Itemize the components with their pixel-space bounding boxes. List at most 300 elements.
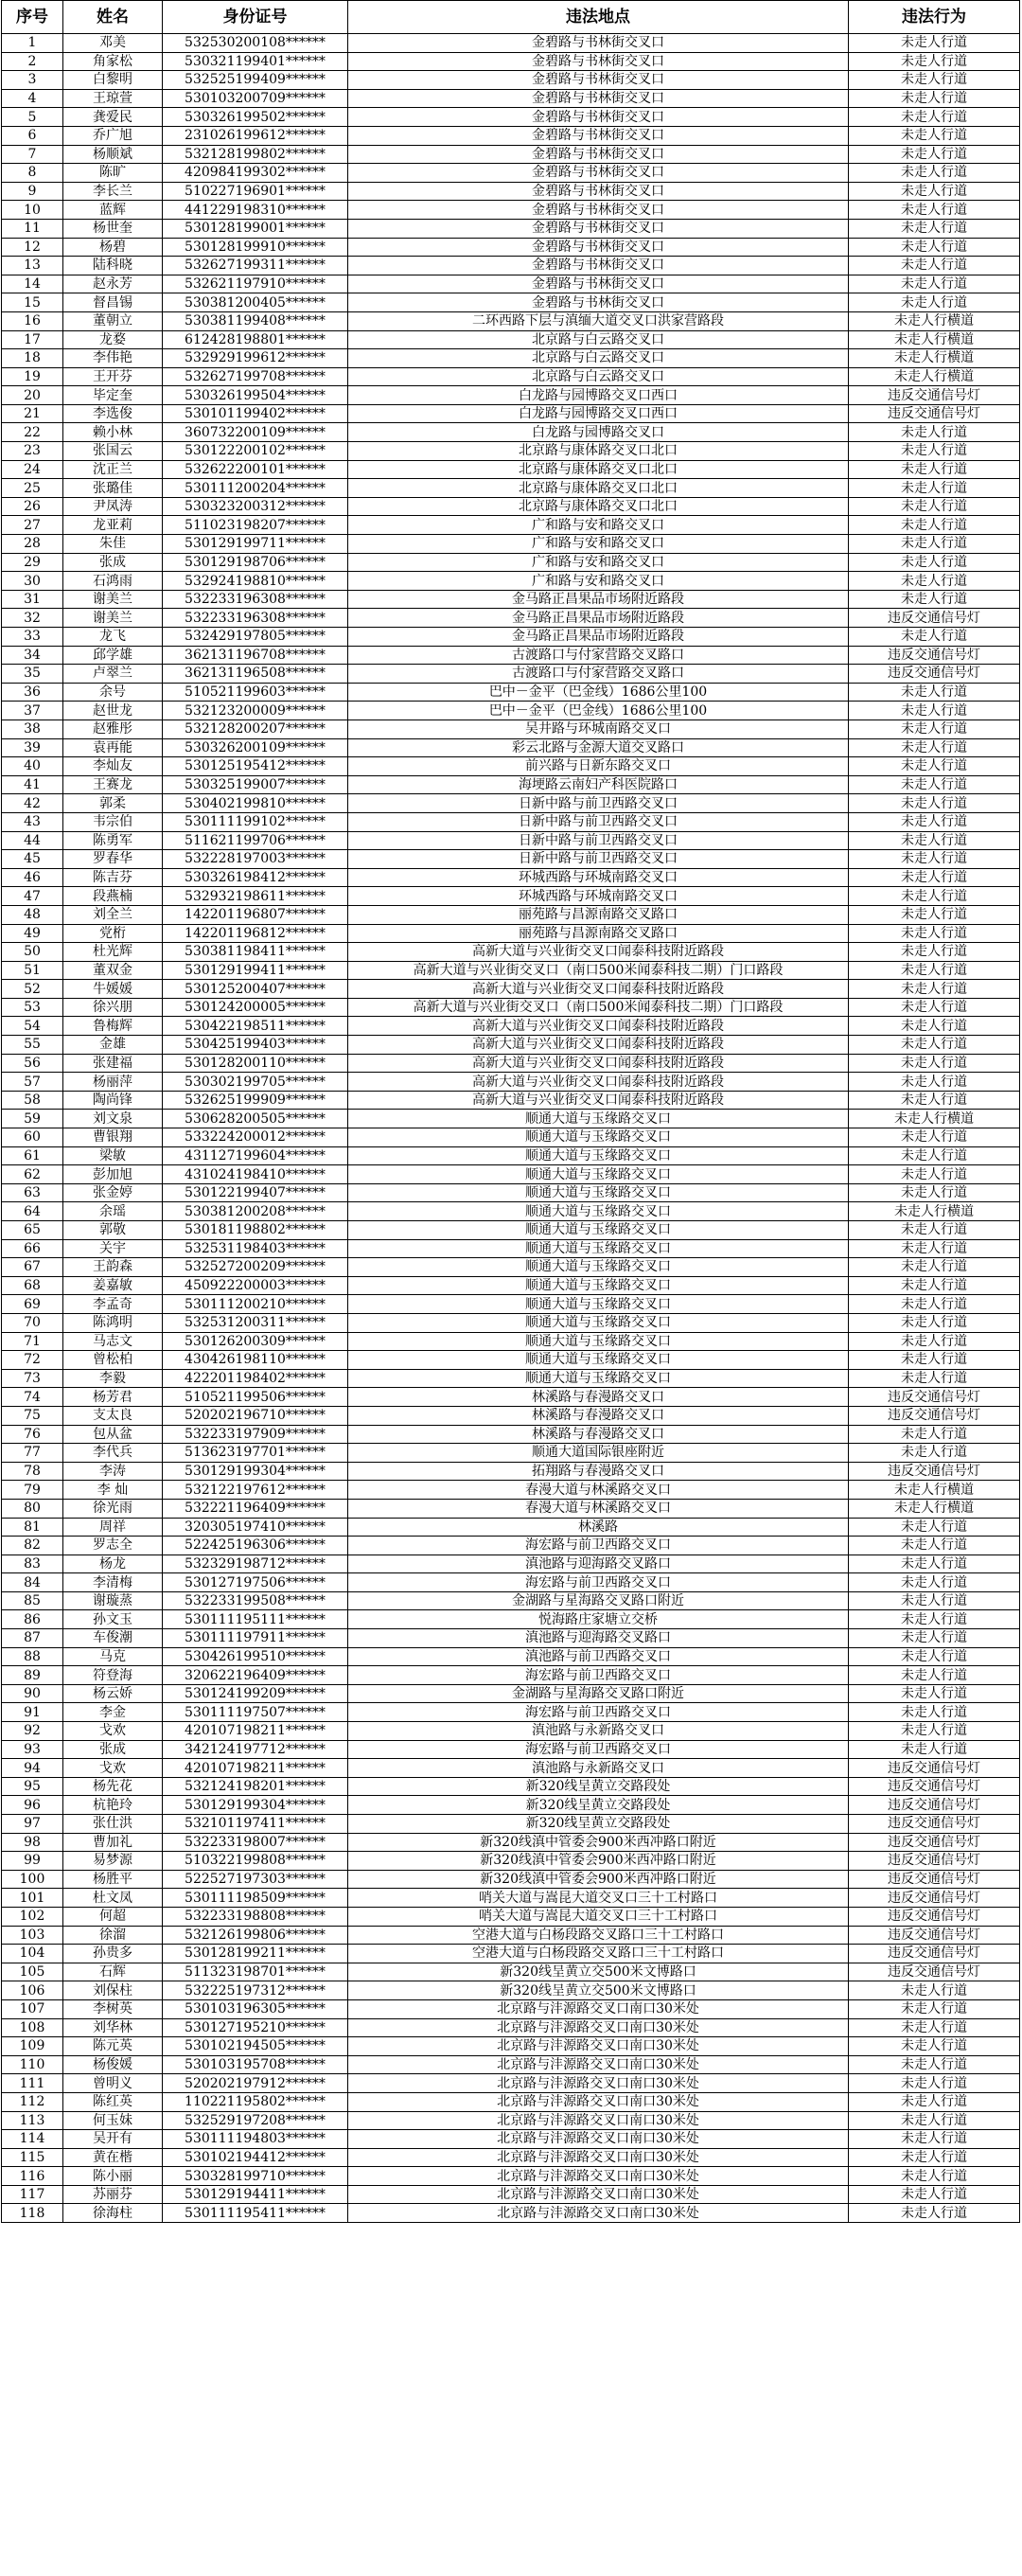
table-row: [2, 553, 1020, 572]
cell-violation: 未走人行道: [849, 1573, 1020, 1592]
cell-index: 105: [2, 1963, 63, 1981]
cell-violation: 未走人行道: [849, 572, 1020, 591]
cell-id-number: 530628200505******: [163, 1110, 348, 1128]
cell-violation: 未走人行道: [849, 1425, 1020, 1444]
cell-index: 46: [2, 868, 63, 887]
cell-name: 梁敏: [63, 1146, 163, 1165]
cell-index: 33: [2, 628, 63, 647]
cell-name: 彭加旭: [63, 1165, 163, 1184]
cell-location: 古渡路口与付家营路交叉路口: [348, 646, 849, 665]
cell-location: 滇池路与前卫西路交叉口: [348, 1647, 849, 1666]
cell-location: 古渡路口与付家营路交叉路口: [348, 665, 849, 684]
cell-name: 牛媛媛: [63, 980, 163, 999]
cell-name: 朱佳: [63, 535, 163, 554]
cell-location: 丽苑路与昌源南路交叉路口: [348, 924, 849, 943]
cell-location: 北京路与沣源路交叉口南口30米处: [348, 2167, 849, 2186]
cell-id-number: 530111194803******: [163, 2130, 348, 2149]
cell-index: 102: [2, 1907, 63, 1926]
cell-name: 余瑶: [63, 1202, 163, 1221]
cell-name: 杨先花: [63, 1777, 163, 1796]
cell-index: 111: [2, 2074, 63, 2093]
cell-name: 刘文泉: [63, 1110, 163, 1128]
cell-name: 吴开有: [63, 2130, 163, 2149]
cell-location: 悦海路庄家塘立交桥: [348, 1610, 849, 1629]
cell-index: 5: [2, 108, 63, 127]
violation-table: [1, 0, 1020, 2223]
cell-id-number: 530381198411******: [163, 943, 348, 962]
cell-index: 86: [2, 1610, 63, 1629]
cell-violation: 未走人行横道: [849, 1110, 1020, 1128]
cell-index: 25: [2, 479, 63, 498]
cell-id-number: 532233198007******: [163, 1833, 348, 1852]
cell-id-number: 530125200407******: [163, 980, 348, 999]
cell-violation: 违反交通信号灯: [849, 1833, 1020, 1852]
cell-location: 广和路与安和路交叉口: [348, 516, 849, 535]
cell-violation: 违反交通信号灯: [849, 1815, 1020, 1834]
cell-id-number: 362131196708******: [163, 646, 348, 665]
cell-index: 6: [2, 126, 63, 145]
table-row: [2, 1777, 1020, 1796]
cell-violation: 未走人行道: [849, 535, 1020, 554]
cell-name: 龙亚莉: [63, 516, 163, 535]
table-row: [2, 1183, 1020, 1202]
cell-index: 34: [2, 646, 63, 665]
table-row: [2, 89, 1020, 108]
cell-violation: 未走人行道: [849, 738, 1020, 757]
cell-name: 杜文凤: [63, 1889, 163, 1908]
cell-index: 84: [2, 1573, 63, 1592]
cell-index: 27: [2, 516, 63, 535]
table-row: [2, 1017, 1020, 1036]
cell-location: 白龙路与园博路交叉口: [348, 423, 849, 442]
cell-violation: 未走人行道: [849, 1239, 1020, 1258]
table-row: [2, 1815, 1020, 1834]
cell-violation: 未走人行道: [849, 2167, 1020, 2186]
table-row: [2, 887, 1020, 906]
cell-violation: 违反交通信号灯: [849, 1945, 1020, 1963]
cell-name: 曾松柏: [63, 1351, 163, 1370]
cell-name: 杜光辉: [63, 943, 163, 962]
cell-name: 陈红英: [63, 2092, 163, 2111]
cell-name: 邓美: [63, 34, 163, 53]
cell-violation: 未走人行道: [849, 1054, 1020, 1073]
cell-location: 新320线呈黄立交500米文博路口: [348, 1981, 849, 2000]
cell-location: 滇池路与永新路交叉口: [348, 1759, 849, 1778]
cell-id-number: 511023198207******: [163, 516, 348, 535]
cell-name: 杨碧: [63, 238, 163, 257]
table-row: [2, 1981, 1020, 2000]
table-row: [2, 628, 1020, 647]
cell-id-number: 530124200005******: [163, 998, 348, 1017]
table-row: [2, 998, 1020, 1017]
cell-location: 高新大道与兴业街交叉口闻泰科技附近路段: [348, 943, 849, 962]
cell-id-number: 530129199304******: [163, 1462, 348, 1481]
cell-index: 28: [2, 535, 63, 554]
cell-id-number: 532924198810******: [163, 572, 348, 591]
cell-id-number: 530381200208******: [163, 1202, 348, 1221]
cell-location: 新320线滇中管委会900米西冲路口附近: [348, 1870, 849, 1889]
cell-id-number: 530326199504******: [163, 386, 348, 405]
table-row: [2, 1073, 1020, 1092]
cell-id-number: 530111199102******: [163, 812, 348, 831]
table-row: [2, 794, 1020, 813]
cell-id-number: 530129199411******: [163, 961, 348, 980]
cell-id-number: 532228197003******: [163, 850, 348, 869]
table-row: [2, 1870, 1020, 1889]
header-name: 姓名: [63, 1, 163, 34]
table-row: [2, 1054, 1020, 1073]
cell-location: 金马路正昌果品市场附近路段: [348, 609, 849, 628]
cell-index: 69: [2, 1295, 63, 1314]
cell-violation: 未走人行道: [849, 201, 1020, 220]
cell-name: 杨顺斌: [63, 145, 163, 164]
cell-index: 80: [2, 1499, 63, 1518]
cell-location: 金碧路与书林街交叉口: [348, 34, 849, 53]
cell-id-number: 530127197506******: [163, 1573, 348, 1592]
cell-location: 白龙路与园博路交叉口西口: [348, 386, 849, 405]
cell-id-number: 142201196812******: [163, 924, 348, 943]
table-row: [2, 702, 1020, 720]
cell-id-number: 530426199510******: [163, 1647, 348, 1666]
cell-location: 巴中－金平（巴金线）1686公里100: [348, 702, 849, 720]
cell-index: 43: [2, 812, 63, 831]
cell-id-number: 532329198712******: [163, 1554, 348, 1573]
cell-name: 韦宗伯: [63, 812, 163, 831]
cell-name: 张仕洪: [63, 1815, 163, 1834]
cell-location: 北京路与沣源路交叉口南口30米处: [348, 2055, 849, 2074]
cell-index: 45: [2, 850, 63, 869]
cell-id-number: 532101197411******: [163, 1815, 348, 1834]
table-row: [2, 2167, 1020, 2186]
cell-violation: 未走人行横道: [849, 349, 1020, 368]
cell-name: 陈小丽: [63, 2167, 163, 2186]
cell-name: 陈旷: [63, 164, 163, 183]
cell-id-number: 422201198402******: [163, 1369, 348, 1388]
cell-violation: 违反交通信号灯: [849, 1907, 1020, 1926]
cell-id-number: 532221196409******: [163, 1499, 348, 1518]
cell-name: 董朝立: [63, 311, 163, 330]
cell-index: 73: [2, 1369, 63, 1388]
cell-location: 新320线呈黄立交500米文博路口: [348, 1963, 849, 1981]
cell-id-number: 431024198410******: [163, 1165, 348, 1184]
cell-location: 顺通大道国际银座附近: [348, 1444, 849, 1463]
cell-violation: 未走人行横道: [849, 367, 1020, 386]
cell-id-number: 420984199302******: [163, 164, 348, 183]
cell-violation: 未走人行道: [849, 89, 1020, 108]
cell-location: 二环西路下层与滇缅大道交叉口洪家营路段: [348, 311, 849, 330]
cell-index: 78: [2, 1462, 63, 1481]
cell-index: 50: [2, 943, 63, 962]
cell-name: 车俊潮: [63, 1629, 163, 1648]
table-row: [2, 943, 1020, 962]
table-row: [2, 2148, 1020, 2167]
cell-location: 林溪路与春漫路交叉口: [348, 1406, 849, 1425]
cell-index: 15: [2, 293, 63, 312]
cell-index: 115: [2, 2148, 63, 2167]
cell-name: 谢美兰: [63, 590, 163, 609]
cell-id-number: 530102194505******: [163, 2037, 348, 2056]
cell-name: 李选俊: [63, 404, 163, 423]
table-row: [2, 1258, 1020, 1277]
cell-name: 赖小林: [63, 423, 163, 442]
cell-name: 郭柔: [63, 794, 163, 813]
cell-location: 金碧路与书林街交叉口: [348, 52, 849, 71]
table-row: [2, 404, 1020, 423]
cell-index: 22: [2, 423, 63, 442]
cell-violation: 违反交通信号灯: [849, 1926, 1020, 1945]
cell-name: 曹银翔: [63, 1128, 163, 1147]
cell-name: 石辉: [63, 1963, 163, 1981]
table-row: [2, 1573, 1020, 1592]
cell-location: 顺通大道与玉缘路交叉口: [348, 1313, 849, 1332]
table-row: [2, 1444, 1020, 1463]
cell-location: 日新中路与前卫西路交叉口: [348, 794, 849, 813]
table-row: [2, 1239, 1020, 1258]
cell-name: 戈欢: [63, 1722, 163, 1741]
table-row: [2, 108, 1020, 127]
cell-location: 顺通大道与玉缘路交叉口: [348, 1351, 849, 1370]
cell-id-number: 532122197612******: [163, 1481, 348, 1500]
cell-name: 尹凤涛: [63, 497, 163, 516]
table-row: [2, 1610, 1020, 1629]
cell-index: 94: [2, 1759, 63, 1778]
cell-id-number: 530326198412******: [163, 868, 348, 887]
cell-index: 21: [2, 404, 63, 423]
cell-location: 滇池路与迎海路交叉路口: [348, 1554, 849, 1573]
cell-index: 67: [2, 1258, 63, 1277]
cell-violation: 未走人行道: [849, 219, 1020, 238]
cell-violation: 未走人行道: [849, 2055, 1020, 2074]
cell-id-number: 511323198701******: [163, 1963, 348, 1981]
table-row: [2, 1945, 1020, 1963]
cell-name: 卢翠兰: [63, 665, 163, 684]
cell-index: 38: [2, 720, 63, 738]
table-row: [2, 1889, 1020, 1908]
cell-violation: 未走人行横道: [849, 1202, 1020, 1221]
cell-violation: 未走人行道: [849, 108, 1020, 127]
cell-index: 12: [2, 238, 63, 257]
cell-name: 支太良: [63, 1406, 163, 1425]
cell-name: 金雄: [63, 1036, 163, 1055]
table-row: [2, 1499, 1020, 1518]
cell-violation: 未走人行道: [849, 1444, 1020, 1463]
cell-violation: 未走人行道: [849, 961, 1020, 980]
cell-location: 林溪路与春漫路交叉口: [348, 1388, 849, 1407]
cell-index: 112: [2, 2092, 63, 2111]
cell-name: 张成: [63, 1740, 163, 1759]
table-row: [2, 2185, 1020, 2204]
cell-violation: 未走人行横道: [849, 311, 1020, 330]
cell-index: 106: [2, 1981, 63, 2000]
cell-violation: 违反交通信号灯: [849, 404, 1020, 423]
table-row: [2, 1351, 1020, 1370]
cell-id-number: 110221195802******: [163, 2092, 348, 2111]
header-row: [2, 1, 1020, 34]
cell-id-number: 362131196508******: [163, 665, 348, 684]
cell-violation: 未走人行道: [849, 2130, 1020, 2149]
cell-index: 26: [2, 497, 63, 516]
cell-name: 陈鸿明: [63, 1313, 163, 1332]
table-row: [2, 572, 1020, 591]
cell-violation: 未走人行道: [849, 1610, 1020, 1629]
table-row: [2, 164, 1020, 183]
cell-violation: 未走人行道: [849, 479, 1020, 498]
table-row: [2, 1091, 1020, 1110]
cell-index: 76: [2, 1425, 63, 1444]
cell-index: 72: [2, 1351, 63, 1370]
cell-index: 60: [2, 1128, 63, 1147]
cell-id-number: 530101199402******: [163, 404, 348, 423]
cell-id-number: 530126200309******: [163, 1332, 348, 1351]
cell-violation: 未走人行道: [849, 1591, 1020, 1610]
cell-id-number: 532625199909******: [163, 1091, 348, 1110]
table-header: [2, 1, 1020, 34]
cell-name: 李树英: [63, 1999, 163, 2018]
table-row: [2, 479, 1020, 498]
cell-id-number: 530127195210******: [163, 2018, 348, 2037]
cell-name: 杨芳君: [63, 1388, 163, 1407]
cell-violation: 未走人行道: [849, 850, 1020, 869]
cell-violation: 未走人行道: [849, 52, 1020, 71]
cell-location: 新320线呈黄立交路段处: [348, 1815, 849, 1834]
cell-index: 77: [2, 1444, 63, 1463]
table-row: [2, 1128, 1020, 1147]
cell-location: 顺通大道与玉缘路交叉口: [348, 1276, 849, 1295]
cell-violation: 未走人行道: [849, 2037, 1020, 2056]
table-row: [2, 609, 1020, 628]
cell-id-number: 532233199508******: [163, 1591, 348, 1610]
table-row: [2, 1722, 1020, 1741]
cell-location: 新320线呈黄立交路段处: [348, 1796, 849, 1815]
cell-index: 19: [2, 367, 63, 386]
table-row: [2, 1110, 1020, 1128]
cell-id-number: 532529197208******: [163, 2111, 348, 2130]
cell-id-number: 420107198211******: [163, 1722, 348, 1741]
cell-id-number: 532622200101******: [163, 460, 348, 479]
cell-name: 王开芬: [63, 367, 163, 386]
cell-name: 王赛龙: [63, 775, 163, 794]
cell-violation: 违反交通信号灯: [849, 386, 1020, 405]
cell-index: 29: [2, 553, 63, 572]
cell-name: 龚爱民: [63, 108, 163, 127]
cell-id-number: 532929199612******: [163, 349, 348, 368]
table-row: [2, 1537, 1020, 1555]
table-row: [2, 535, 1020, 554]
cell-location: 高新大道与兴业街交叉口闻泰科技附近路段: [348, 980, 849, 999]
cell-name: 李伟艳: [63, 349, 163, 368]
cell-name: 龙婺: [63, 330, 163, 349]
cell-location: 北京路与沣源路交叉口南口30米处: [348, 2185, 849, 2204]
cell-index: 7: [2, 145, 63, 164]
cell-location: 北京路与白云路交叉口: [348, 349, 849, 368]
cell-location: 海宏路与前卫西路交叉口: [348, 1740, 849, 1759]
table-row: [2, 1388, 1020, 1407]
cell-location: 北京路与沣源路交叉口南口30米处: [348, 2018, 849, 2037]
cell-name: 李金: [63, 1703, 163, 1722]
table-row: [2, 1963, 1020, 1981]
table-row: [2, 1276, 1020, 1295]
cell-index: 79: [2, 1481, 63, 1500]
cell-location: 北京路与康体路交叉口北口: [348, 442, 849, 461]
cell-violation: 未走人行道: [849, 1183, 1020, 1202]
table-row: [2, 1833, 1020, 1852]
table-row: [2, 738, 1020, 757]
cell-location: 白龙路与园博路交叉口西口: [348, 404, 849, 423]
cell-index: 30: [2, 572, 63, 591]
cell-name: 曹加礼: [63, 1833, 163, 1852]
cell-location: 林溪路: [348, 1518, 849, 1537]
cell-index: 16: [2, 311, 63, 330]
cell-violation: 违反交通信号灯: [849, 1796, 1020, 1815]
table-row: [2, 2092, 1020, 2111]
cell-name: 陆科晓: [63, 257, 163, 275]
cell-id-number: 320622196409******: [163, 1666, 348, 1685]
cell-index: 9: [2, 182, 63, 201]
cell-index: 89: [2, 1666, 63, 1685]
cell-name: 杨世奎: [63, 219, 163, 238]
cell-name: 戈欢: [63, 1759, 163, 1778]
cell-location: 北京路与沣源路交叉口南口30米处: [348, 2148, 849, 2167]
cell-id-number: 530103200709******: [163, 89, 348, 108]
table-row: [2, 2204, 1020, 2223]
cell-name: 鲁梅辉: [63, 1017, 163, 1036]
cell-violation: 未走人行道: [849, 628, 1020, 647]
cell-index: 52: [2, 980, 63, 999]
cell-location: 金湖路与星海路交叉路口附近: [348, 1684, 849, 1703]
table-row: [2, 460, 1020, 479]
table-row: [2, 1332, 1020, 1351]
table-row: [2, 1518, 1020, 1537]
cell-violation: 未走人行道: [849, 71, 1020, 90]
cell-violation: 未走人行道: [849, 2204, 1020, 2223]
cell-id-number: 530102194412******: [163, 2148, 348, 2167]
cell-index: 24: [2, 460, 63, 479]
cell-location: 新320线滇中管委会900米西冲路口附近: [348, 1852, 849, 1871]
cell-name: 赵世龙: [63, 702, 163, 720]
cell-index: 108: [2, 2018, 63, 2037]
table-row: [2, 52, 1020, 71]
cell-location: 吴井路与环城南路交叉口: [348, 720, 849, 738]
cell-name: 董双金: [63, 961, 163, 980]
table-row: [2, 1165, 1020, 1184]
cell-location: 北京路与康体路交叉口北口: [348, 479, 849, 498]
cell-location: 金碧路与书林街交叉口: [348, 108, 849, 127]
cell-name: 陈吉芬: [63, 868, 163, 887]
cell-location: 哨关大道与嵩昆大道交叉口三十工村路口: [348, 1907, 849, 1926]
cell-id-number: 522527197303******: [163, 1870, 348, 1889]
cell-violation: 未走人行道: [849, 145, 1020, 164]
cell-id-number: 441229198310******: [163, 201, 348, 220]
cell-location: 北京路与康体路交叉口北口: [348, 460, 849, 479]
cell-id-number: 520202196710******: [163, 1406, 348, 1425]
table-row: [2, 924, 1020, 943]
table-row: [2, 1666, 1020, 1685]
cell-location: 金碧路与书林街交叉口: [348, 257, 849, 275]
cell-index: 64: [2, 1202, 63, 1221]
cell-violation: 未走人行道: [849, 812, 1020, 831]
cell-location: 巴中－金平（巴金线）1686公里100: [348, 683, 849, 702]
cell-id-number: 522425196306******: [163, 1537, 348, 1555]
cell-index: 2: [2, 52, 63, 71]
cell-violation: 未走人行道: [849, 1703, 1020, 1722]
cell-violation: 未走人行道: [849, 1313, 1020, 1332]
cell-location: 北京路与沣源路交叉口南口30米处: [348, 2074, 849, 2093]
cell-location: 日新中路与前卫西路交叉口: [348, 831, 849, 850]
cell-id-number: 532627199708******: [163, 367, 348, 386]
table-row: [2, 1907, 1020, 1926]
cell-location: 前兴路与日新东路交叉口: [348, 757, 849, 776]
cell-index: 4: [2, 89, 63, 108]
